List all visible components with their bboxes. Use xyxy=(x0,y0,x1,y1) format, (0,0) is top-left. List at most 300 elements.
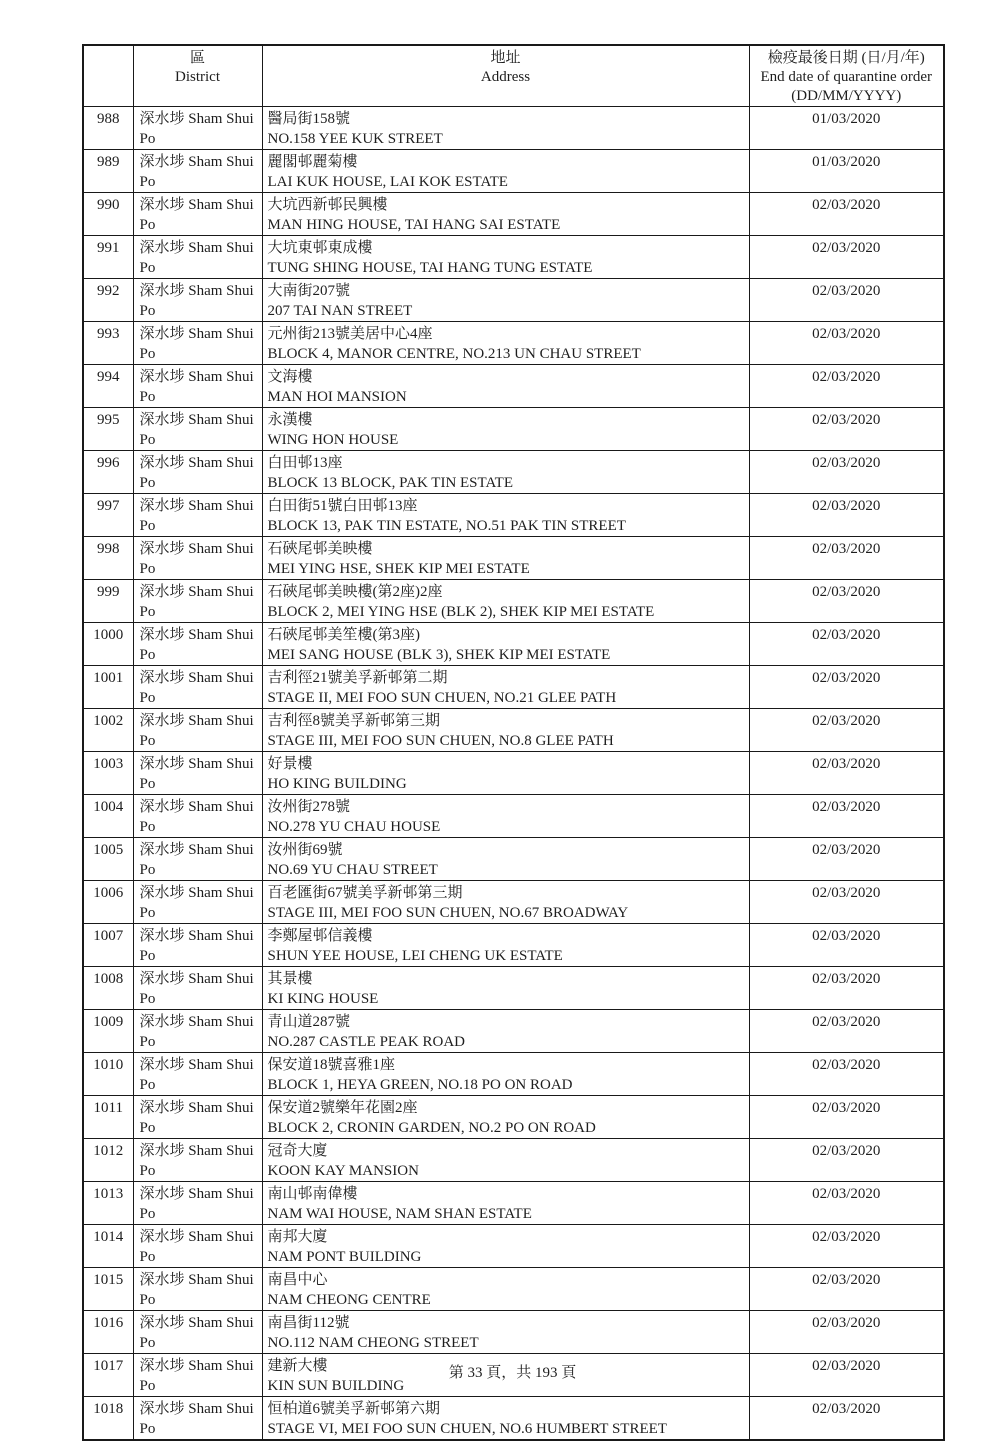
table-row xyxy=(83,279,944,322)
address-chinese-line: 石硤尾邨美映樓(第2座)2座 xyxy=(267,584,443,600)
row-number: 994 xyxy=(97,369,120,385)
district-cell xyxy=(133,279,262,322)
address-cell xyxy=(262,795,749,838)
address-cell xyxy=(262,752,749,795)
end-date-text: 02/03/2020 xyxy=(812,670,881,686)
address-english-line: BLOCK 2, CRONIN GARDEN, NO.2 PO ON ROAD xyxy=(267,1120,596,1136)
address-cell xyxy=(262,1397,749,1441)
address-english-line: KI KING HOUSE xyxy=(267,991,379,1007)
address-chinese-line: 汝州街69號 xyxy=(267,842,343,858)
header-district-zh: 區 xyxy=(189,50,205,66)
end-date-cell xyxy=(749,1139,944,1182)
address-cell xyxy=(262,1139,749,1182)
address-cell xyxy=(262,881,749,924)
row-number: 991 xyxy=(97,240,120,256)
address-english-line: NO.278 YU CHAU HOUSE xyxy=(267,819,441,835)
district-text: 深水埗 Sham Shui Po xyxy=(139,1272,254,1308)
district-text: 深水埗 Sham Shui Po xyxy=(139,240,254,276)
table-row xyxy=(83,1397,944,1441)
district-text: 深水埗 Sham Shui Po xyxy=(139,326,254,362)
end-date-text: 02/03/2020 xyxy=(812,326,881,342)
address-chinese-line: 南山邨南偉樓 xyxy=(267,1186,358,1202)
address-chinese-line: 南昌街112號 xyxy=(267,1315,350,1331)
district-text: 深水埗 Sham Shui Po xyxy=(139,1057,254,1093)
table-row xyxy=(83,924,944,967)
address-chinese-line: 恒柏道6號美孚新邨第六期 xyxy=(267,1401,441,1417)
district-text: 深水埗 Sham Shui Po xyxy=(139,283,254,319)
address-chinese-line: 文海樓 xyxy=(267,369,313,385)
end-date-text: 02/03/2020 xyxy=(812,1315,881,1331)
table-row xyxy=(83,408,944,451)
address-english-line: STAGE III, MEI FOO SUN CHUEN, NO.8 GLEE PATH xyxy=(267,733,614,749)
table-row xyxy=(83,365,944,408)
table-row xyxy=(83,795,944,838)
row-number: 1018 xyxy=(93,1401,124,1417)
table-row xyxy=(83,107,944,150)
district-cell xyxy=(133,1010,262,1053)
row-number-cell xyxy=(83,451,133,494)
address-english-line: NAM PONT BUILDING xyxy=(267,1249,422,1265)
row-number-cell xyxy=(83,408,133,451)
row-number-cell xyxy=(83,236,133,279)
end-date-cell xyxy=(749,838,944,881)
district-text: 深水埗 Sham Shui Po xyxy=(139,541,254,577)
row-number: 1010 xyxy=(93,1057,124,1073)
row-number-cell xyxy=(83,1268,133,1311)
end-date-text: 02/03/2020 xyxy=(812,584,881,600)
end-date-text: 02/03/2020 xyxy=(812,1358,881,1374)
district-text: 深水埗 Sham Shui Po xyxy=(139,1100,254,1136)
district-cell xyxy=(133,924,262,967)
address-cell xyxy=(262,236,749,279)
address-english-line: NO.158 YEE KUK STREET xyxy=(267,131,443,147)
table-row xyxy=(83,1311,944,1354)
end-date-cell xyxy=(749,408,944,451)
end-date-text: 02/03/2020 xyxy=(812,1014,881,1030)
address-chinese-line: 元州街213號美居中心4座 xyxy=(267,326,433,342)
address-chinese-line: 永漢樓 xyxy=(267,412,313,428)
address-cell xyxy=(262,709,749,752)
table-row xyxy=(83,580,944,623)
district-cell xyxy=(133,1139,262,1182)
row-number-cell xyxy=(83,967,133,1010)
district-cell xyxy=(133,838,262,881)
address-english-line: MAN HING HOUSE, TAI HANG SAI ESTATE xyxy=(267,217,561,233)
table-row xyxy=(83,193,944,236)
address-english-line: STAGE III, MEI FOO SUN CHUEN, NO.67 BROADWAY xyxy=(267,905,629,921)
district-text: 深水埗 Sham Shui Po xyxy=(139,928,254,964)
end-date-text: 02/03/2020 xyxy=(812,885,881,901)
row-number: 1014 xyxy=(93,1229,124,1245)
address-chinese-line: 醫局街158號 xyxy=(267,111,351,127)
row-number: 1009 xyxy=(93,1014,124,1030)
address-cell xyxy=(262,107,749,150)
row-number: 1000 xyxy=(93,627,124,643)
district-cell xyxy=(133,795,262,838)
row-number: 1012 xyxy=(93,1143,124,1159)
district-text: 深水埗 Sham Shui Po xyxy=(139,498,254,534)
end-date-text: 02/03/2020 xyxy=(812,756,881,772)
table-row xyxy=(83,752,944,795)
district-cell xyxy=(133,666,262,709)
district-text: 深水埗 Sham Shui Po xyxy=(139,412,254,448)
end-date-text: 02/03/2020 xyxy=(812,627,881,643)
district-cell xyxy=(133,709,262,752)
district-text: 深水埗 Sham Shui Po xyxy=(139,1143,254,1179)
end-date-text: 02/03/2020 xyxy=(812,799,881,815)
table-row xyxy=(83,150,944,193)
row-number-cell xyxy=(83,924,133,967)
end-date-text: 02/03/2020 xyxy=(812,842,881,858)
row-number-cell xyxy=(83,580,133,623)
district-text: 深水埗 Sham Shui Po xyxy=(139,111,254,147)
address-chinese-line: 其景樓 xyxy=(267,971,313,987)
address-chinese-line: 石硤尾邨美映樓 xyxy=(267,541,373,557)
end-date-text: 02/03/2020 xyxy=(812,197,881,213)
end-date-cell xyxy=(749,1053,944,1096)
district-cell xyxy=(133,537,262,580)
row-number: 1008 xyxy=(93,971,124,987)
end-date-cell xyxy=(749,1096,944,1139)
address-english-line: NO.112 NAM CHEONG STREET xyxy=(267,1335,479,1351)
address-english-line: HO KING BUILDING xyxy=(267,776,407,792)
district-text: 深水埗 Sham Shui Po xyxy=(139,799,254,835)
district-text: 深水埗 Sham Shui Po xyxy=(139,1014,254,1050)
row-number-cell xyxy=(83,537,133,580)
row-number-cell xyxy=(83,1225,133,1268)
district-text: 深水埗 Sham Shui Po xyxy=(139,885,254,921)
row-number: 992 xyxy=(97,283,120,299)
address-chinese-line: 南邦大廈 xyxy=(267,1229,328,1245)
table-row xyxy=(83,1182,944,1225)
address-english-line: BLOCK 4, MANOR CENTRE, NO.213 UN CHAU STREET xyxy=(267,346,641,362)
row-number-cell xyxy=(83,795,133,838)
end-date-text: 02/03/2020 xyxy=(812,1100,881,1116)
end-date-text: 01/03/2020 xyxy=(812,154,881,170)
end-date-cell xyxy=(749,623,944,666)
row-number: 1006 xyxy=(93,885,124,901)
table-row xyxy=(83,1053,944,1096)
row-number: 1003 xyxy=(93,756,124,772)
row-number: 1007 xyxy=(93,928,124,944)
end-date-cell xyxy=(749,1268,944,1311)
table-row xyxy=(83,1096,944,1139)
district-cell xyxy=(133,150,262,193)
row-number: 993 xyxy=(97,326,120,342)
district-cell xyxy=(133,967,262,1010)
table-row xyxy=(83,666,944,709)
end-date-text: 02/03/2020 xyxy=(812,1143,881,1159)
table-row xyxy=(83,881,944,924)
address-cell xyxy=(262,494,749,537)
address-cell xyxy=(262,838,749,881)
address-cell xyxy=(262,924,749,967)
address-chinese-line: 汝州街278號 xyxy=(267,799,351,815)
district-cell xyxy=(133,365,262,408)
end-date-text: 02/03/2020 xyxy=(812,1401,881,1417)
table-row xyxy=(83,709,944,752)
address-english-line: TUNG SHING HOUSE, TAI HANG TUNG ESTATE xyxy=(267,260,593,276)
row-number: 1011 xyxy=(93,1100,123,1116)
end-date-cell xyxy=(749,365,944,408)
table-row xyxy=(83,1010,944,1053)
district-cell xyxy=(133,1225,262,1268)
address-chinese-line: 冠奇大廈 xyxy=(267,1143,328,1159)
address-english-line: NO.287 CASTLE PEAK ROAD xyxy=(267,1034,466,1050)
district-cell xyxy=(133,881,262,924)
district-text: 深水埗 Sham Shui Po xyxy=(139,971,254,1007)
end-date-cell xyxy=(749,580,944,623)
address-chinese-line: 保安道18號喜雅1座 xyxy=(267,1057,396,1073)
table-row xyxy=(83,1268,944,1311)
address-chinese-line: 好景樓 xyxy=(267,756,313,772)
row-number: 990 xyxy=(97,197,120,213)
district-text: 深水埗 Sham Shui Po xyxy=(139,670,254,706)
row-number: 1016 xyxy=(93,1315,124,1331)
header-date-cell xyxy=(749,45,944,107)
address-english-line: 207 TAI NAN STREET xyxy=(267,303,413,319)
row-number: 998 xyxy=(97,541,120,557)
end-date-cell xyxy=(749,322,944,365)
district-cell xyxy=(133,236,262,279)
address-english-line: KOON KAY MANSION xyxy=(267,1163,419,1179)
end-date-text: 02/03/2020 xyxy=(812,1057,881,1073)
row-number-cell xyxy=(83,150,133,193)
district-text: 深水埗 Sham Shui Po xyxy=(139,756,254,792)
address-chinese-line: 百老匯街67號美孚新邨第三期 xyxy=(267,885,463,901)
district-text: 深水埗 Sham Shui Po xyxy=(139,713,254,749)
row-number: 1017 xyxy=(93,1358,124,1374)
header-date-line2: End date of quarantine order xyxy=(760,69,933,85)
district-text: 深水埗 Sham Shui Po xyxy=(139,455,254,491)
table-row xyxy=(83,236,944,279)
district-cell xyxy=(133,494,262,537)
address-english-line: BLOCK 2, MEI YING HSE (BLK 2), SHEK KIP MEI ESTATE xyxy=(267,604,655,620)
table-row xyxy=(83,1139,944,1182)
address-english-line: BLOCK 13, PAK TIN ESTATE, NO.51 PAK TIN STREET xyxy=(267,518,626,534)
address-cell xyxy=(262,1182,749,1225)
row-number-cell xyxy=(83,709,133,752)
district-text: 深水埗 Sham Shui Po xyxy=(139,1315,254,1351)
row-number-cell xyxy=(83,494,133,537)
address-english-line: NO.69 YU CHAU STREET xyxy=(267,862,438,878)
end-date-text: 02/03/2020 xyxy=(812,928,881,944)
end-date-cell xyxy=(749,494,944,537)
address-cell xyxy=(262,150,749,193)
row-number: 1013 xyxy=(93,1186,124,1202)
address-cell xyxy=(262,1225,749,1268)
end-date-text: 02/03/2020 xyxy=(812,971,881,987)
row-number-cell xyxy=(83,322,133,365)
district-cell xyxy=(133,1053,262,1096)
row-number-cell xyxy=(83,107,133,150)
address-cell xyxy=(262,365,749,408)
end-date-text: 02/03/2020 xyxy=(812,455,881,471)
row-number-cell xyxy=(83,193,133,236)
address-english-line: KIN SUN BUILDING xyxy=(267,1378,405,1394)
address-cell xyxy=(262,193,749,236)
header-number-cell xyxy=(83,45,133,107)
table-row xyxy=(83,1225,944,1268)
header-row xyxy=(83,45,944,107)
end-date-text: 02/03/2020 xyxy=(812,412,881,428)
end-date-cell xyxy=(749,1311,944,1354)
end-date-cell xyxy=(749,451,944,494)
address-chinese-line: 建新大樓 xyxy=(267,1358,328,1374)
address-cell xyxy=(262,1010,749,1053)
district-cell xyxy=(133,107,262,150)
address-english-line: STAGE VI, MEI FOO SUN CHUEN, NO.6 HUMBERT STREET xyxy=(267,1421,667,1437)
end-date-cell xyxy=(749,236,944,279)
end-date-cell xyxy=(749,193,944,236)
address-cell xyxy=(262,279,749,322)
end-date-text: 02/03/2020 xyxy=(812,240,881,256)
address-cell xyxy=(262,322,749,365)
district-text: 深水埗 Sham Shui Po xyxy=(139,627,254,663)
row-number-cell xyxy=(83,279,133,322)
address-chinese-line: 白田街51號白田邨13座 xyxy=(267,498,418,514)
end-date-text: 01/03/2020 xyxy=(812,111,881,127)
table-body xyxy=(83,107,944,1441)
row-number-cell xyxy=(83,881,133,924)
row-number-cell xyxy=(83,752,133,795)
district-text: 深水埗 Sham Shui Po xyxy=(139,1229,254,1265)
district-text: 深水埗 Sham Shui Po xyxy=(139,842,254,878)
district-text: 深水埗 Sham Shui Po xyxy=(139,197,254,233)
table-row xyxy=(83,623,944,666)
address-cell xyxy=(262,1053,749,1096)
end-date-cell xyxy=(749,924,944,967)
header-date-line3: (DD/MM/YYYY) xyxy=(791,88,902,104)
address-chinese-line: 白田邨13座 xyxy=(267,455,343,471)
district-text: 深水埗 Sham Shui Po xyxy=(139,1401,254,1437)
end-date-text: 02/03/2020 xyxy=(812,283,881,299)
district-cell xyxy=(133,1268,262,1311)
district-cell xyxy=(133,1182,262,1225)
district-cell xyxy=(133,322,262,365)
address-english-line: SHUN YEE HOUSE, LEI CHENG UK ESTATE xyxy=(267,948,563,964)
table-row xyxy=(83,322,944,365)
row-number-cell xyxy=(83,838,133,881)
address-english-line: STAGE II, MEI FOO SUN CHUEN, NO.21 GLEE PATH xyxy=(267,690,617,706)
row-number-cell xyxy=(83,1397,133,1441)
end-date-text: 02/03/2020 xyxy=(812,498,881,514)
district-cell xyxy=(133,752,262,795)
row-number: 996 xyxy=(97,455,120,471)
district-cell xyxy=(133,1311,262,1354)
address-english-line: NAM CHEONG CENTRE xyxy=(267,1292,431,1308)
row-number-cell xyxy=(83,666,133,709)
row-number: 988 xyxy=(97,111,120,127)
address-chinese-line: 大坑東邨東成樓 xyxy=(267,240,373,256)
address-english-line: MAN HOI MANSION xyxy=(267,389,407,405)
header-address-zh: 地址 xyxy=(490,50,521,66)
page-footer: 第 33 頁，共 193 頁 xyxy=(448,1365,577,1381)
row-number-cell xyxy=(83,1010,133,1053)
row-number-cell xyxy=(83,1311,133,1354)
address-cell xyxy=(262,580,749,623)
end-date-text: 02/03/2020 xyxy=(812,1272,881,1288)
row-number: 997 xyxy=(97,498,120,514)
row-number-cell xyxy=(83,1096,133,1139)
table-row xyxy=(83,967,944,1010)
district-cell xyxy=(133,451,262,494)
table-row xyxy=(83,838,944,881)
header-address-en: Address xyxy=(480,69,531,85)
address-cell xyxy=(262,1096,749,1139)
header-date-line1: 檢疫最後日期 (日/月/年) xyxy=(767,50,925,66)
district-cell xyxy=(133,1397,262,1441)
end-date-cell xyxy=(749,752,944,795)
row-number: 1002 xyxy=(93,713,124,729)
end-date-cell xyxy=(749,666,944,709)
address-chinese-line: 南昌中心 xyxy=(267,1272,328,1288)
end-date-cell xyxy=(749,1225,944,1268)
district-text: 深水埗 Sham Shui Po xyxy=(139,154,254,190)
end-date-cell xyxy=(749,709,944,752)
address-english-line: LAI KUK HOUSE, LAI KOK ESTATE xyxy=(267,174,508,190)
end-date-cell xyxy=(749,881,944,924)
address-english-line: MEI SANG HOUSE (BLK 3), SHEK KIP MEI ESTATE xyxy=(267,647,611,663)
row-number-cell xyxy=(83,1182,133,1225)
district-cell xyxy=(133,580,262,623)
table-row xyxy=(83,451,944,494)
address-chinese-line: 保安道2號樂年花園2座 xyxy=(267,1100,418,1116)
address-english-line: BLOCK 13 BLOCK, PAK TIN ESTATE xyxy=(267,475,513,491)
header-district-en: District xyxy=(175,69,220,85)
address-cell xyxy=(262,1268,749,1311)
address-cell xyxy=(262,666,749,709)
end-date-text: 02/03/2020 xyxy=(812,713,881,729)
district-cell xyxy=(133,1096,262,1139)
address-cell xyxy=(262,1311,749,1354)
row-number-cell xyxy=(83,1139,133,1182)
end-date-cell xyxy=(749,107,944,150)
header-address-cell xyxy=(262,45,749,107)
end-date-text: 02/03/2020 xyxy=(812,369,881,385)
address-cell xyxy=(262,408,749,451)
table-row xyxy=(83,494,944,537)
row-number: 1015 xyxy=(93,1272,124,1288)
address-chinese-line: 麗閣邨麗菊樓 xyxy=(267,154,358,170)
address-english-line: BLOCK 1, HEYA GREEN, NO.18 PO ON ROAD xyxy=(267,1077,573,1093)
address-cell xyxy=(262,451,749,494)
address-chinese-line: 吉利徑21號美孚新邨第二期 xyxy=(267,670,448,686)
address-chinese-line: 石硤尾邨美笙樓(第3座) xyxy=(267,627,420,643)
district-cell xyxy=(133,623,262,666)
address-chinese-line: 青山道287號 xyxy=(267,1014,351,1030)
address-english-line: WING HON HOUSE xyxy=(267,432,399,448)
district-cell xyxy=(133,193,262,236)
address-chinese-line: 李鄭屋邨信義樓 xyxy=(267,928,373,944)
row-number: 1004 xyxy=(93,799,124,815)
row-number: 1001 xyxy=(93,670,124,686)
district-cell xyxy=(133,408,262,451)
row-number: 995 xyxy=(97,412,120,428)
row-number: 999 xyxy=(97,584,120,600)
row-number-cell xyxy=(83,1053,133,1096)
row-number: 1005 xyxy=(93,842,124,858)
address-english-line: NAM WAI HOUSE, NAM SHAN ESTATE xyxy=(267,1206,532,1222)
row-number-cell xyxy=(83,365,133,408)
table-header xyxy=(83,45,944,107)
end-date-text: 02/03/2020 xyxy=(812,541,881,557)
district-text: 深水埗 Sham Shui Po xyxy=(139,1186,254,1222)
row-number: 989 xyxy=(97,154,120,170)
end-date-cell xyxy=(749,795,944,838)
district-text: 深水埗 Sham Shui Po xyxy=(139,369,254,405)
address-cell xyxy=(262,537,749,580)
